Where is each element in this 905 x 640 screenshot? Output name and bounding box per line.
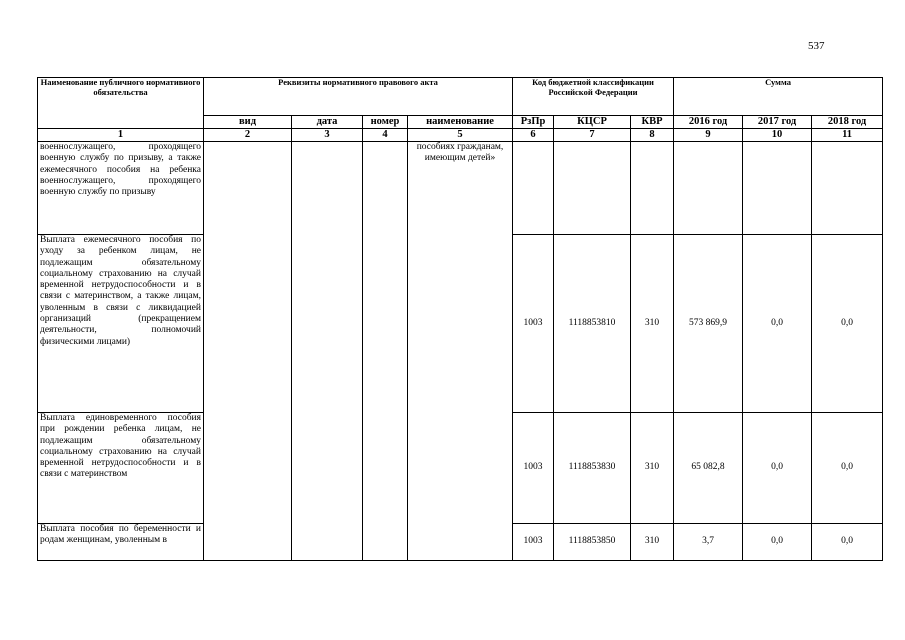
col-number-11: 11 xyxy=(812,129,883,142)
kcsr-cell: 1118853810 xyxy=(554,235,631,413)
obligation-name: Выплата пособия по беременности и родам женщинам, уволенным в xyxy=(38,524,204,561)
obligation-name: Выплата ежемесячного пособия по уходу за ребенком лицам, не подлежащим обязательному социальному страхованию на случай временной нетрудоспособности и в связи с материнством, а также лицам, уволенным в связи с ликвидацией организаций (прекращением деятельности, полномочий физическими лицами) xyxy=(38,235,204,413)
header-requisites: Реквизиты нормативного правового акта xyxy=(204,78,513,116)
obligation-name: военнослужащего, проходящего военную службу по призыву, а также ежемесячного пособия на ребенка военнослужащего, проходящего военную службу по призыву xyxy=(38,142,204,235)
sum-2017-cell: 0,0 xyxy=(743,235,812,413)
header-sub-2017: 2017 год xyxy=(743,116,812,129)
kvr-cell xyxy=(631,142,674,235)
obligations-table xyxy=(37,77,883,561)
kcsr-cell xyxy=(554,142,631,235)
table-row xyxy=(38,142,883,235)
sum-2018-cell: 0,0 xyxy=(812,524,883,561)
sum-2016-cell xyxy=(674,142,743,235)
sum-2016-cell: 3,7 xyxy=(674,524,743,561)
sum-2018-cell xyxy=(812,142,883,235)
sum-2017-cell: 0,0 xyxy=(743,413,812,524)
obligation-name: Выплата единовременного пособия при рождении ребенка лицам, не подлежащим обязательному социальному страхованию на случай временной нетрудоспособности и в связи с материнством xyxy=(38,413,204,524)
act-name-cell: пособиях гражданам, имеющим детей» xyxy=(408,142,513,561)
kvr-cell: 310 xyxy=(631,235,674,413)
col-number-5: 5 xyxy=(408,129,513,142)
sum-2016-cell: 65 082,8 xyxy=(674,413,743,524)
header-sub-2016: 2016 год xyxy=(674,116,743,129)
sum-2018-cell: 0,0 xyxy=(812,413,883,524)
col-number-8: 8 xyxy=(631,129,674,142)
col-number-4: 4 xyxy=(363,129,408,142)
act-type-cell xyxy=(204,142,292,561)
rzpr-cell: 1003 xyxy=(513,235,554,413)
page-number: 537 xyxy=(808,40,825,52)
kcsr-cell: 1118853830 xyxy=(554,413,631,524)
act-number-cell xyxy=(363,142,408,561)
col-number-3: 3 xyxy=(292,129,363,142)
header-sum: Сумма xyxy=(674,78,883,116)
rzpr-cell xyxy=(513,142,554,235)
header-row-numbers xyxy=(38,129,883,142)
rzpr-cell: 1003 xyxy=(513,524,554,561)
kcsr-cell: 1118853850 xyxy=(554,524,631,561)
header-sub-2018: 2018 год xyxy=(812,116,883,129)
col-number-6: 6 xyxy=(513,129,554,142)
sum-2016-cell: 573 869,9 xyxy=(674,235,743,413)
header-sub-kcsr: КЦСР xyxy=(554,116,631,129)
col-number-2: 2 xyxy=(204,129,292,142)
header-sub-number: номер xyxy=(363,116,408,129)
col-number-1: 1 xyxy=(38,129,204,142)
kvr-cell: 310 xyxy=(631,524,674,561)
header-budget-code: Код бюджетной классификации Российской Федерации xyxy=(513,78,674,116)
header-sub-kvr: КВР xyxy=(631,116,674,129)
header-row-main xyxy=(38,78,883,116)
sum-2017-cell: 0,0 xyxy=(743,524,812,561)
rzpr-cell: 1003 xyxy=(513,413,554,524)
header-obligation: Наименование публичного нормативного обязательства xyxy=(38,78,204,129)
header-sub-type: вид xyxy=(204,116,292,129)
header-sub-rzpr: РзПр xyxy=(513,116,554,129)
col-number-9: 9 xyxy=(674,129,743,142)
sum-2017-cell xyxy=(743,142,812,235)
header-sub-date: дата xyxy=(292,116,363,129)
col-number-10: 10 xyxy=(743,129,812,142)
kvr-cell: 310 xyxy=(631,413,674,524)
sum-2018-cell: 0,0 xyxy=(812,235,883,413)
header-sub-name: наименование xyxy=(408,116,513,129)
col-number-7: 7 xyxy=(554,129,631,142)
act-date-cell xyxy=(292,142,363,561)
